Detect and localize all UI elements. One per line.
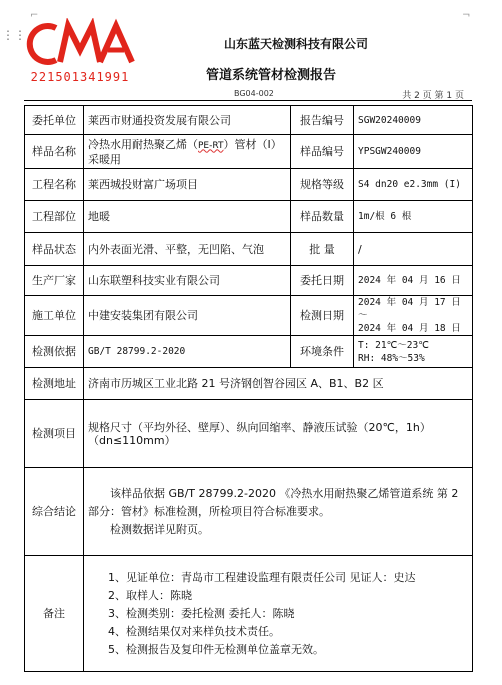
location-value: 地暖 <box>84 201 291 233</box>
client-value: 莱西市财通投资发展有限公司 <box>84 106 291 135</box>
table-row <box>25 296 473 336</box>
commission-date-label: 委托日期 <box>291 266 354 296</box>
logo-number: 221501341991 <box>30 70 130 84</box>
items-label: 检测项目 <box>25 400 84 468</box>
report-no-value: SGW20240009 <box>354 106 473 135</box>
conclusion-text: 该样品依据 GB/T 28799.2-2020 《冷热水用耐热聚乙烯管道系统 第 2 部分：管材》标准检测，所检项目符合标准要求。 <box>88 486 459 518</box>
remark-4: 4、检测结果仅对来样负技术责任。 <box>108 624 280 638</box>
spec-label: 规格等级 <box>291 169 354 201</box>
report-title: 管道系统管材检测报告 <box>205 68 336 83</box>
table-row <box>25 169 473 201</box>
basis-label: 检测依据 <box>25 336 84 368</box>
remarks-value <box>84 556 473 672</box>
sample-name-part-3: ）管材（I）采暖用 <box>88 137 282 166</box>
company-name: 山东蓝天检测科技有限公司 <box>223 37 368 51</box>
sample-name-part-1: 冷热水用耐热聚乙烯（ <box>88 137 198 151</box>
header-divider <box>24 100 472 101</box>
remark-2: 2、取样人：陈晓 <box>108 588 192 602</box>
table-row <box>25 106 473 135</box>
remarks-label: 备注 <box>25 556 84 672</box>
corner-mark-top-right: ¬ <box>462 10 471 21</box>
env-humidity: RH: 48%～53% <box>358 352 425 364</box>
report-no-label: 报告编号 <box>291 106 354 135</box>
report-table <box>24 105 473 672</box>
constructor-value: 中建安装集团有限公司 <box>84 296 291 336</box>
table-row <box>25 201 473 233</box>
remark-3: 3、检测类别：委托检测 委托人：陈晓 <box>108 606 295 620</box>
test-date-start: 2024 年 04 月 17 日～ <box>358 297 461 321</box>
project-label: 工程名称 <box>25 169 84 201</box>
test-date-value <box>354 296 473 336</box>
maker-value: 山东联塑科技实业有限公司 <box>84 266 291 296</box>
batch-value: / <box>354 233 473 266</box>
conclusion-note: 检测数据详见附页。 <box>110 522 209 536</box>
env-label: 环境条件 <box>291 336 354 368</box>
test-date-label: 检测日期 <box>291 296 354 336</box>
table-row <box>25 233 473 266</box>
page-info: 共 2 页 第 1 页 <box>402 91 464 101</box>
table-row <box>25 556 473 672</box>
address-value: 济南市历城区工业北路 21 号济钢创智谷园区 A、B1、B2 区 <box>84 368 473 400</box>
table-row <box>25 400 473 468</box>
basis-value: GB/T 28799.2-2020 <box>84 336 291 368</box>
drag-handle-icon[interactable]: ⋮⋮ <box>2 28 26 42</box>
corner-mark-top-left: ⌐ <box>30 10 39 21</box>
project-value: 莱西城投财富广场项目 <box>84 169 291 201</box>
spec-value: S4 dn20 e2.3mm (I) <box>354 169 473 201</box>
batch-label: 批 量 <box>291 233 354 266</box>
table-row <box>25 336 473 368</box>
commission-date-value: 2024 年 04 月 16 日 <box>354 266 473 296</box>
sample-name-label: 样品名称 <box>25 135 84 169</box>
table-row <box>25 368 473 400</box>
quantity-value: 1m/根 6 根 <box>354 201 473 233</box>
table-row <box>25 266 473 296</box>
state-value: 内外表面光滑、平整，无凹陷、气泡 <box>84 233 291 266</box>
constructor-label: 施工单位 <box>25 296 84 336</box>
conclusion-value <box>84 468 473 556</box>
remark-1: 1、见证单位：青岛市工程建设监理有限责任公司 见证人：史达 <box>108 570 416 584</box>
form-code: BG04-002 <box>234 89 274 98</box>
quantity-label: 样品数量 <box>291 201 354 233</box>
remark-5: 5、检测报告及复印件无检测单位盖章无效。 <box>108 642 324 656</box>
address-label: 检测地址 <box>25 368 84 400</box>
sample-no-value: YPSGW240009 <box>354 135 473 169</box>
location-label: 工程部位 <box>25 201 84 233</box>
test-date-end: 2024 年 04 月 18 日 <box>358 323 461 334</box>
sample-name-value <box>84 135 291 169</box>
maker-label: 生产厂家 <box>25 266 84 296</box>
table-row <box>25 135 473 169</box>
client-label: 委托单位 <box>25 106 84 135</box>
table-row <box>25 468 473 556</box>
sample-no-label: 样品编号 <box>291 135 354 169</box>
state-label: 样品状态 <box>25 233 84 266</box>
sample-name-part-2: PE-RT <box>198 140 224 151</box>
items-value: 规格尺寸（平均外径、壁厚）、纵向回缩率、静液压试验（20℃，1h）（dn≤110mm） <box>84 400 473 468</box>
env-value <box>354 336 473 368</box>
conclusion-label: 综合结论 <box>25 468 84 556</box>
env-temperature: T: 21℃～23℃ <box>358 339 429 351</box>
